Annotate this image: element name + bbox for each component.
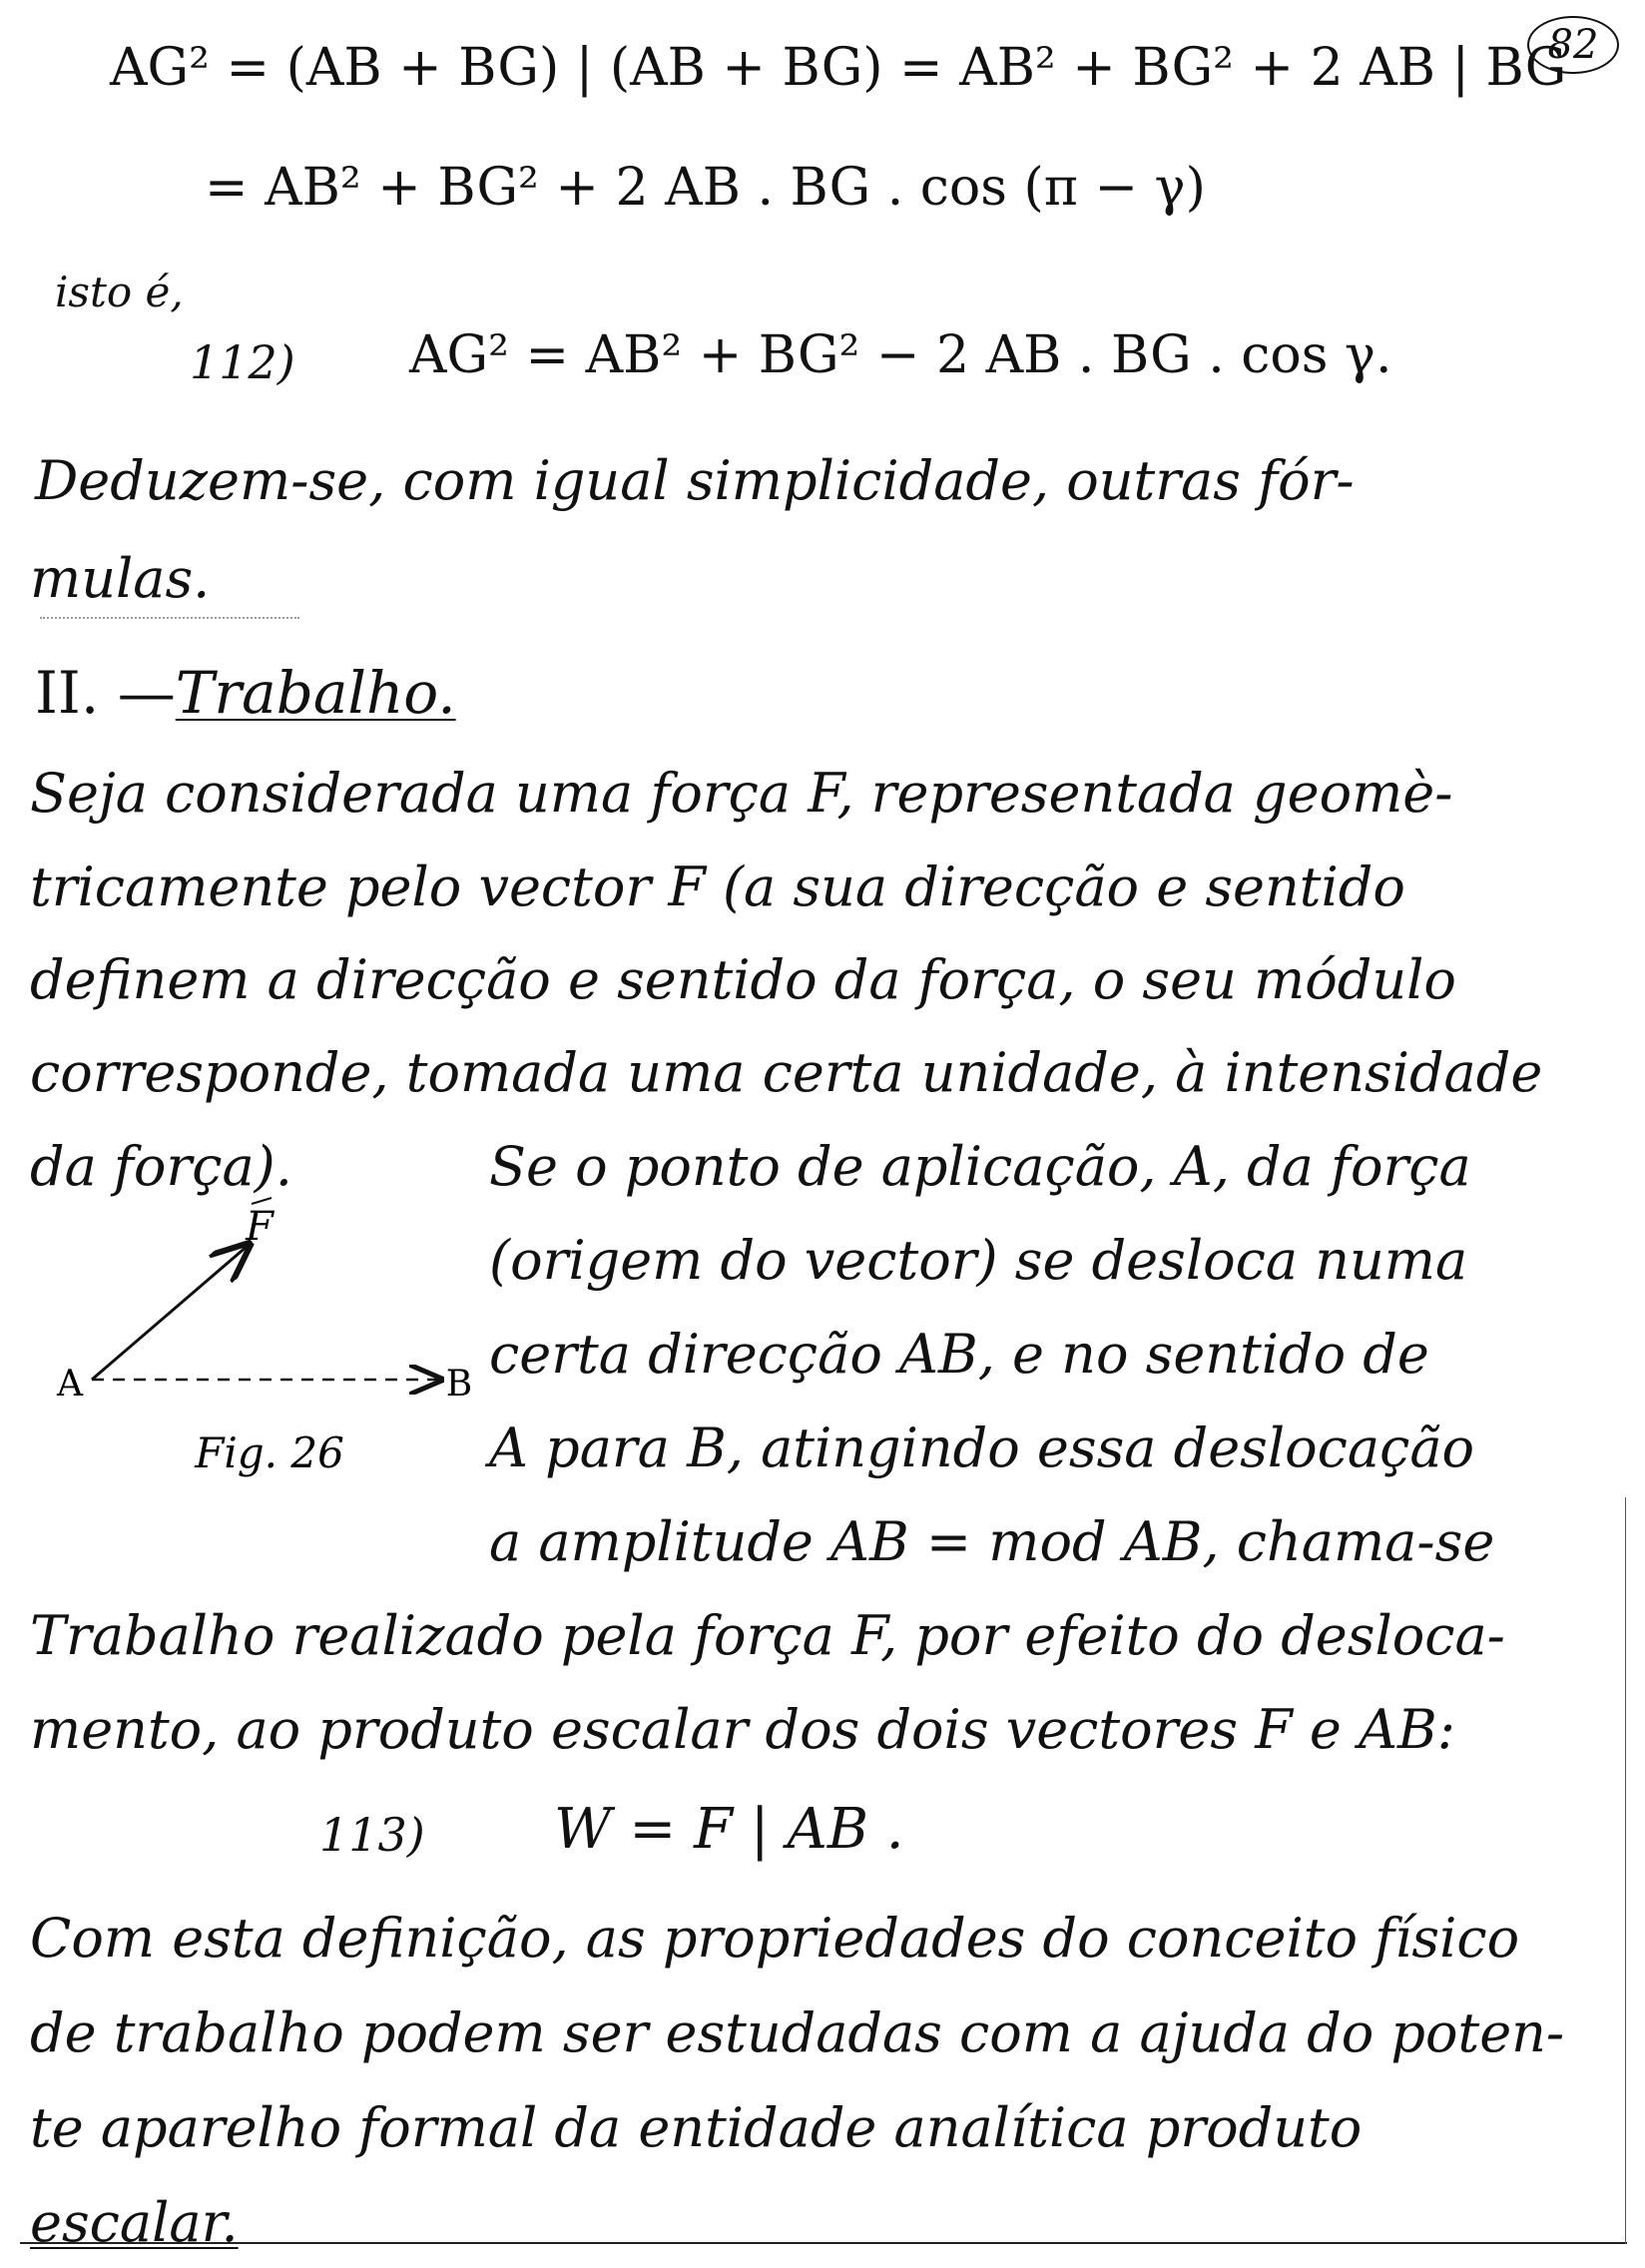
paragraph-2-line-2: tricamente pelo vector F (a sua direcção e sentido (30, 855, 1405, 918)
paragraph-3-line-2: de trabalho podem ser estudadas com a ajuda do poten- (30, 2001, 1565, 2064)
paragraph-2-line-1: Seja considerada uma força F, representada geomè- (30, 762, 1453, 825)
equation-113: W = F | AB . (554, 1797, 904, 1862)
paragraph-2-line-5b: Se o ponto de aplicação, A, da força (489, 1135, 1471, 1198)
paragraph-2-line-11: mento, ao produto escalar dos dois vectores F e AB: (30, 1698, 1455, 1761)
equation-112: AG² = AB² + BG² − 2 AB . BG . cos γ. (409, 325, 1392, 385)
equation-112-label: 112) (190, 335, 295, 389)
paragraph-2-line-4: corresponde, tomada uma certa unidade, à intensidade (30, 1041, 1543, 1104)
paragraph-2-line-5: da força). (30, 1135, 292, 1198)
force-vector-arrow (92, 1246, 248, 1380)
equation-line-2: = AB² + BG² + 2 AB . BG . cos (π − γ) (205, 158, 1206, 218)
point-a-label: A (57, 1364, 83, 1405)
paragraph-2-line-8: A para B, atingindo essa deslocação (489, 1417, 1475, 1479)
force-vector-label: F (246, 1204, 274, 1250)
figure-26 (40, 1168, 499, 1487)
paragraph-2-line-9: a amplitude AB = mod AB, chama-se (489, 1510, 1495, 1573)
equation-113-label: 113) (319, 1808, 425, 1862)
paragraph-3-line-1: Com esta definição, as propriedades do conceito físico (30, 1907, 1520, 1970)
paragraph-1-line-2: mulas. (30, 547, 211, 610)
section-dash: — (117, 659, 176, 727)
bottom-edge-line (20, 2242, 1627, 2244)
paragraph-1-line-1: Deduzem-se, com igual simplicidade, outras fór- (35, 449, 1355, 512)
page-number-text: 82 (1547, 22, 1599, 68)
paragraph-2-line-6: (origem do vector) se desloca numa (489, 1229, 1468, 1292)
equation-line-1: AG² = (AB + BG) | (AB + BG) = AB² + BG² + 2 AB | BG (110, 38, 1567, 98)
point-b-label: B (445, 1364, 473, 1405)
paragraph-2-line-7: certa direcção AB, e no sentido de (489, 1323, 1429, 1386)
section-heading (35, 659, 456, 727)
isto-e-text: isto é, (55, 268, 184, 316)
section-title: Trabalho. (175, 659, 456, 727)
dotted-divider (40, 617, 299, 619)
paragraph-3-line-3: te aparelho formal da entidade analítica produto (30, 2096, 1363, 2159)
paragraph-2-line-10: Trabalho realizado pela força F, por efeito do desloca- (30, 1604, 1505, 1667)
section-numeral: II. (35, 659, 100, 727)
paragraph-3-line-4: escalar. (30, 2191, 239, 2254)
right-edge-line (1625, 1497, 1626, 2244)
paragraph-2-line-3: definem a direcção e sentido da força, o seu módulo (30, 948, 1456, 1011)
figure-caption: Fig. 26 (195, 1428, 344, 1477)
